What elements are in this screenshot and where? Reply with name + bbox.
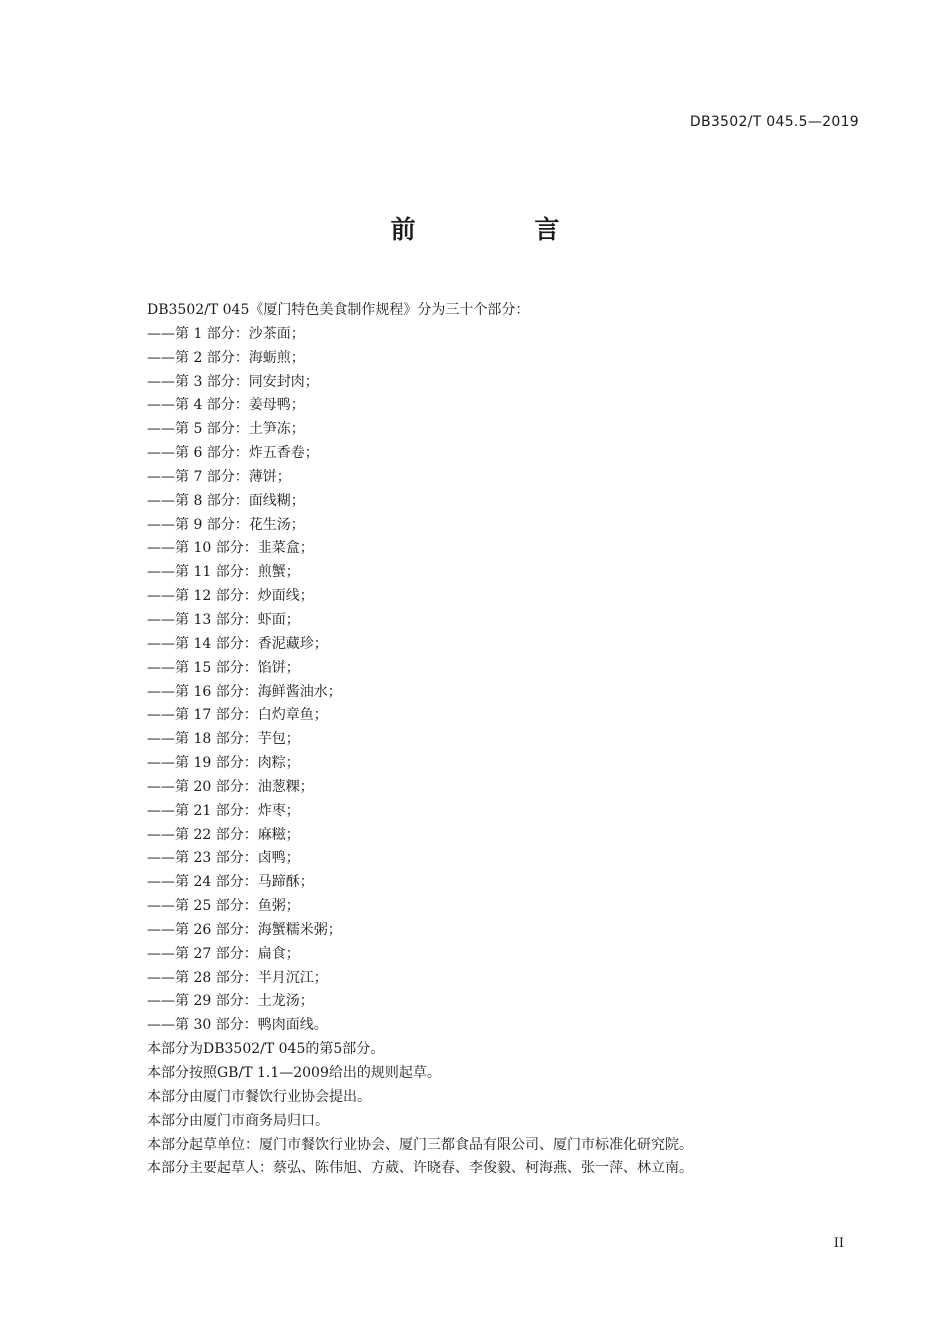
part-list-item: ——第 17 部分：白灼章鱼； — [147, 707, 328, 724]
note-line: 本部分由厦门市商务局归口。 — [147, 1112, 329, 1129]
part-list-item: ——第 29 部分：土龙汤； — [147, 993, 314, 1010]
part-list-item: ——第 19 部分：肉粽； — [147, 755, 300, 772]
part-list-item: ——第 5 部分：土笋冻； — [147, 421, 305, 438]
body-text — [147, 299, 867, 1181]
page-number: II — [833, 1236, 844, 1251]
part-list-item: ——第 15 部分：馅饼； — [147, 659, 300, 676]
part-list-item: ——第 18 部分：芋包； — [147, 731, 300, 748]
part-list-item: ——第 23 部分：卤鸭； — [147, 850, 300, 867]
part-list-item: ——第 7 部分：薄饼； — [147, 468, 291, 485]
part-list-item: ——第 30 部分：鸭肉面线。 — [147, 1017, 328, 1034]
intro-line: DB3502/T 045《厦门特色美食制作规程》分为三十个部分： — [147, 302, 530, 318]
part-list-item: ——第 25 部分：鱼粥； — [147, 898, 300, 915]
part-list-item: ——第 21 部分：炸枣； — [147, 802, 300, 819]
part-list-item: ——第 11 部分：煎蟹； — [147, 564, 300, 581]
part-list-item: ——第 16 部分：海鲜酱油水； — [147, 683, 342, 700]
page-title: 前 言 — [390, 215, 615, 244]
part-list-item: ——第 6 部分：炸五香卷； — [147, 445, 319, 462]
part-list-item: ——第 4 部分：姜母鸭； — [147, 397, 305, 414]
part-list-item: ——第 2 部分：海蛎煎； — [147, 349, 305, 366]
part-list-item: ——第 28 部分：半月沉江； — [147, 969, 328, 986]
part-list-item: ——第 14 部分：香泥藏珍； — [147, 635, 328, 652]
note-line: 本部分为DB3502/T 045的第5部分。 — [147, 1041, 385, 1058]
part-list-item: ——第 3 部分：同安封肉； — [147, 373, 319, 390]
part-list-item: ——第 27 部分：扁食； — [147, 945, 300, 962]
note-line: 本部分起草单位：厦门市餐饮行业协会、厦门三都食品有限公司、厦门市标准化研究院。 — [147, 1136, 693, 1153]
note-line: 本部分由厦门市餐饮行业协会提出。 — [147, 1088, 371, 1105]
parts-list — [147, 323, 867, 1038]
part-list-item: ——第 9 部分：花生汤； — [147, 516, 305, 533]
part-list-item: ——第 13 部分：虾面； — [147, 611, 300, 628]
part-list-item: ——第 8 部分：面线糊； — [147, 492, 305, 509]
part-list-item: ——第 26 部分：海蟹糯米粥； — [147, 921, 342, 938]
part-list-item: ——第 10 部分：韭菜盒； — [147, 540, 314, 557]
part-list-item: ——第 12 部分：炒面线； — [147, 588, 314, 605]
document-id: DB3502/T 045.5—2019 — [689, 114, 859, 130]
part-list-item: ——第 24 部分：马蹄酥； — [147, 874, 314, 891]
note-line: 本部分按照GB/T 1.1—2009给出的规则起草。 — [147, 1065, 441, 1081]
note-line: 本部分主要起草人：蔡弘、陈伟旭、方葳、许晓春、李俊毅、柯海燕、张一萍、林立南。 — [147, 1160, 693, 1177]
part-list-item: ——第 1 部分：沙茶面； — [147, 325, 305, 342]
notes-list — [147, 1038, 867, 1181]
part-list-item: ——第 20 部分：油葱粿； — [147, 778, 314, 795]
part-list-item: ——第 22 部分：麻糍； — [147, 826, 300, 843]
